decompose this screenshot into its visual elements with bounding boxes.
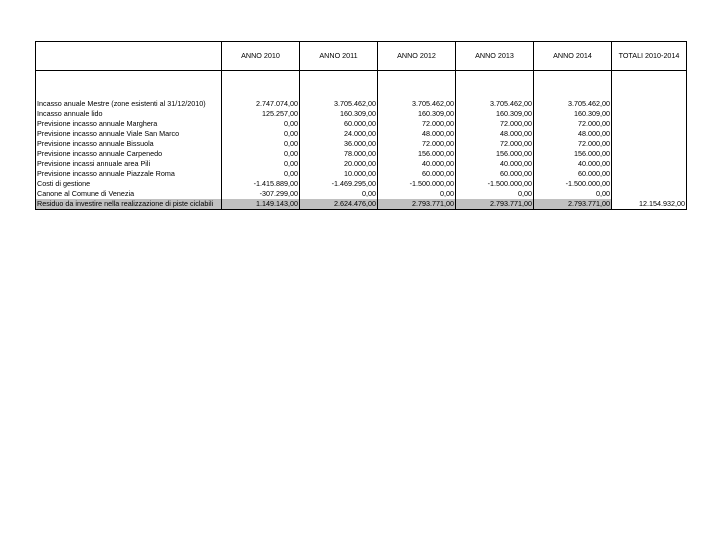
value-cell: 156.000,00: [534, 149, 612, 159]
row-label: Previsione incasso annuale Carpenedo: [36, 149, 222, 159]
value-cell: [612, 139, 687, 149]
residuo-value: 2.793.771,00: [534, 199, 612, 210]
value-cell: [612, 149, 687, 159]
value-cell: 72.000,00: [534, 119, 612, 129]
row-label: Previsione incasso annuale Piazzale Roma: [36, 169, 222, 179]
value-cell: [612, 99, 687, 109]
value-cell: -1.469.295,00: [300, 179, 378, 189]
spacer-cell: [534, 71, 612, 100]
value-cell: 0,00: [222, 129, 300, 139]
table-row: [36, 149, 687, 159]
value-cell: 125.257,00: [222, 109, 300, 119]
value-cell: 3.705.462,00: [534, 99, 612, 109]
table-row: [36, 159, 687, 169]
row-label: Costi di gestione: [36, 179, 222, 189]
residuo-value: 1.149.143,00: [222, 199, 300, 210]
value-cell: 78.000,00: [300, 149, 378, 159]
value-cell: -1.415.889,00: [222, 179, 300, 189]
value-cell: 0,00: [222, 169, 300, 179]
value-cell: [612, 109, 687, 119]
value-cell: 3.705.462,00: [378, 99, 456, 109]
spacer-cell: [222, 71, 300, 100]
residuo-value: 2.793.771,00: [456, 199, 534, 210]
value-cell: 48.000,00: [534, 129, 612, 139]
value-cell: 0,00: [534, 189, 612, 199]
value-cell: 0,00: [222, 139, 300, 149]
value-cell: 156.000,00: [456, 149, 534, 159]
value-cell: 72.000,00: [534, 139, 612, 149]
residuo-value: 2.793.771,00: [378, 199, 456, 210]
value-cell: -1.500.000,00: [534, 179, 612, 189]
value-cell: [612, 179, 687, 189]
spacer-cell: [300, 71, 378, 100]
budget-table: [35, 41, 687, 210]
value-cell: 0,00: [222, 119, 300, 129]
residuo-row: [36, 199, 687, 210]
value-cell: 3.705.462,00: [456, 99, 534, 109]
header-anno-2014: ANNO 2014: [534, 42, 612, 71]
value-cell: -307.299,00: [222, 189, 300, 199]
table-row: [36, 109, 687, 119]
row-label: Previsione incasso annuale Viale San Marco: [36, 129, 222, 139]
value-cell: 160.309,00: [300, 109, 378, 119]
value-cell: [612, 169, 687, 179]
value-cell: -1.500.000,00: [456, 179, 534, 189]
header-anno-2013: ANNO 2013: [456, 42, 534, 71]
value-cell: 60.000,00: [378, 169, 456, 179]
value-cell: 60.000,00: [300, 119, 378, 129]
spacer-cell: [36, 71, 222, 100]
value-cell: 156.000,00: [378, 149, 456, 159]
value-cell: 0,00: [456, 189, 534, 199]
row-label: Previsione incassi annuale area Pili: [36, 159, 222, 169]
value-cell: 72.000,00: [378, 139, 456, 149]
header-totali: TOTALI 2010-2014: [612, 42, 687, 71]
table-row: [36, 189, 687, 199]
value-cell: 3.705.462,00: [300, 99, 378, 109]
residuo-label: Residuo da investire nella realizzazione di piste ciclabili: [36, 199, 222, 210]
value-cell: 40.000,00: [534, 159, 612, 169]
value-cell: 60.000,00: [456, 169, 534, 179]
value-cell: 24.000,00: [300, 129, 378, 139]
value-cell: 160.309,00: [534, 109, 612, 119]
value-cell: [612, 189, 687, 199]
header-row: [36, 42, 687, 71]
residuo-value: 2.624.476,00: [300, 199, 378, 210]
value-cell: 0,00: [300, 189, 378, 199]
header-blank: [36, 42, 222, 71]
value-cell: [612, 159, 687, 169]
table-row: [36, 119, 687, 129]
table-row: [36, 179, 687, 189]
spacer-cell: [612, 71, 687, 100]
table-row: [36, 169, 687, 179]
table-row: [36, 139, 687, 149]
header-anno-2011: ANNO 2011: [300, 42, 378, 71]
row-label: Previsione incasso annuale Marghera: [36, 119, 222, 129]
row-label: Incasso anuale Mestre (zone esistenti al 31/12/2010): [36, 99, 222, 109]
table-row: [36, 99, 687, 109]
value-cell: 72.000,00: [378, 119, 456, 129]
value-cell: 0,00: [222, 149, 300, 159]
grand-total-value: 12.154.932,00: [612, 199, 687, 210]
header-anno-2010: ANNO 2010: [222, 42, 300, 71]
value-cell: 10.000,00: [300, 169, 378, 179]
value-cell: 48.000,00: [378, 129, 456, 139]
value-cell: 20.000,00: [300, 159, 378, 169]
value-cell: 0,00: [222, 159, 300, 169]
value-cell: 36.000,00: [300, 139, 378, 149]
value-cell: [612, 129, 687, 139]
value-cell: 40.000,00: [378, 159, 456, 169]
row-label: Canone al Comune di Venezia: [36, 189, 222, 199]
value-cell: 48.000,00: [456, 129, 534, 139]
table-row: [36, 129, 687, 139]
value-cell: 60.000,00: [534, 169, 612, 179]
value-cell: [612, 119, 687, 129]
value-cell: 160.309,00: [456, 109, 534, 119]
header-anno-2012: ANNO 2012: [378, 42, 456, 71]
value-cell: 72.000,00: [456, 139, 534, 149]
value-cell: 160.309,00: [378, 109, 456, 119]
value-cell: 72.000,00: [456, 119, 534, 129]
value-cell: 40.000,00: [456, 159, 534, 169]
row-label: Previsione incasso annuale Bissuola: [36, 139, 222, 149]
value-cell: 0,00: [378, 189, 456, 199]
spacer-cell: [456, 71, 534, 100]
value-cell: -1.500.000,00: [378, 179, 456, 189]
row-label: Incasso annuale lido: [36, 109, 222, 119]
spacer-row: [36, 71, 687, 100]
spacer-cell: [378, 71, 456, 100]
value-cell: 2.747.074,00: [222, 99, 300, 109]
